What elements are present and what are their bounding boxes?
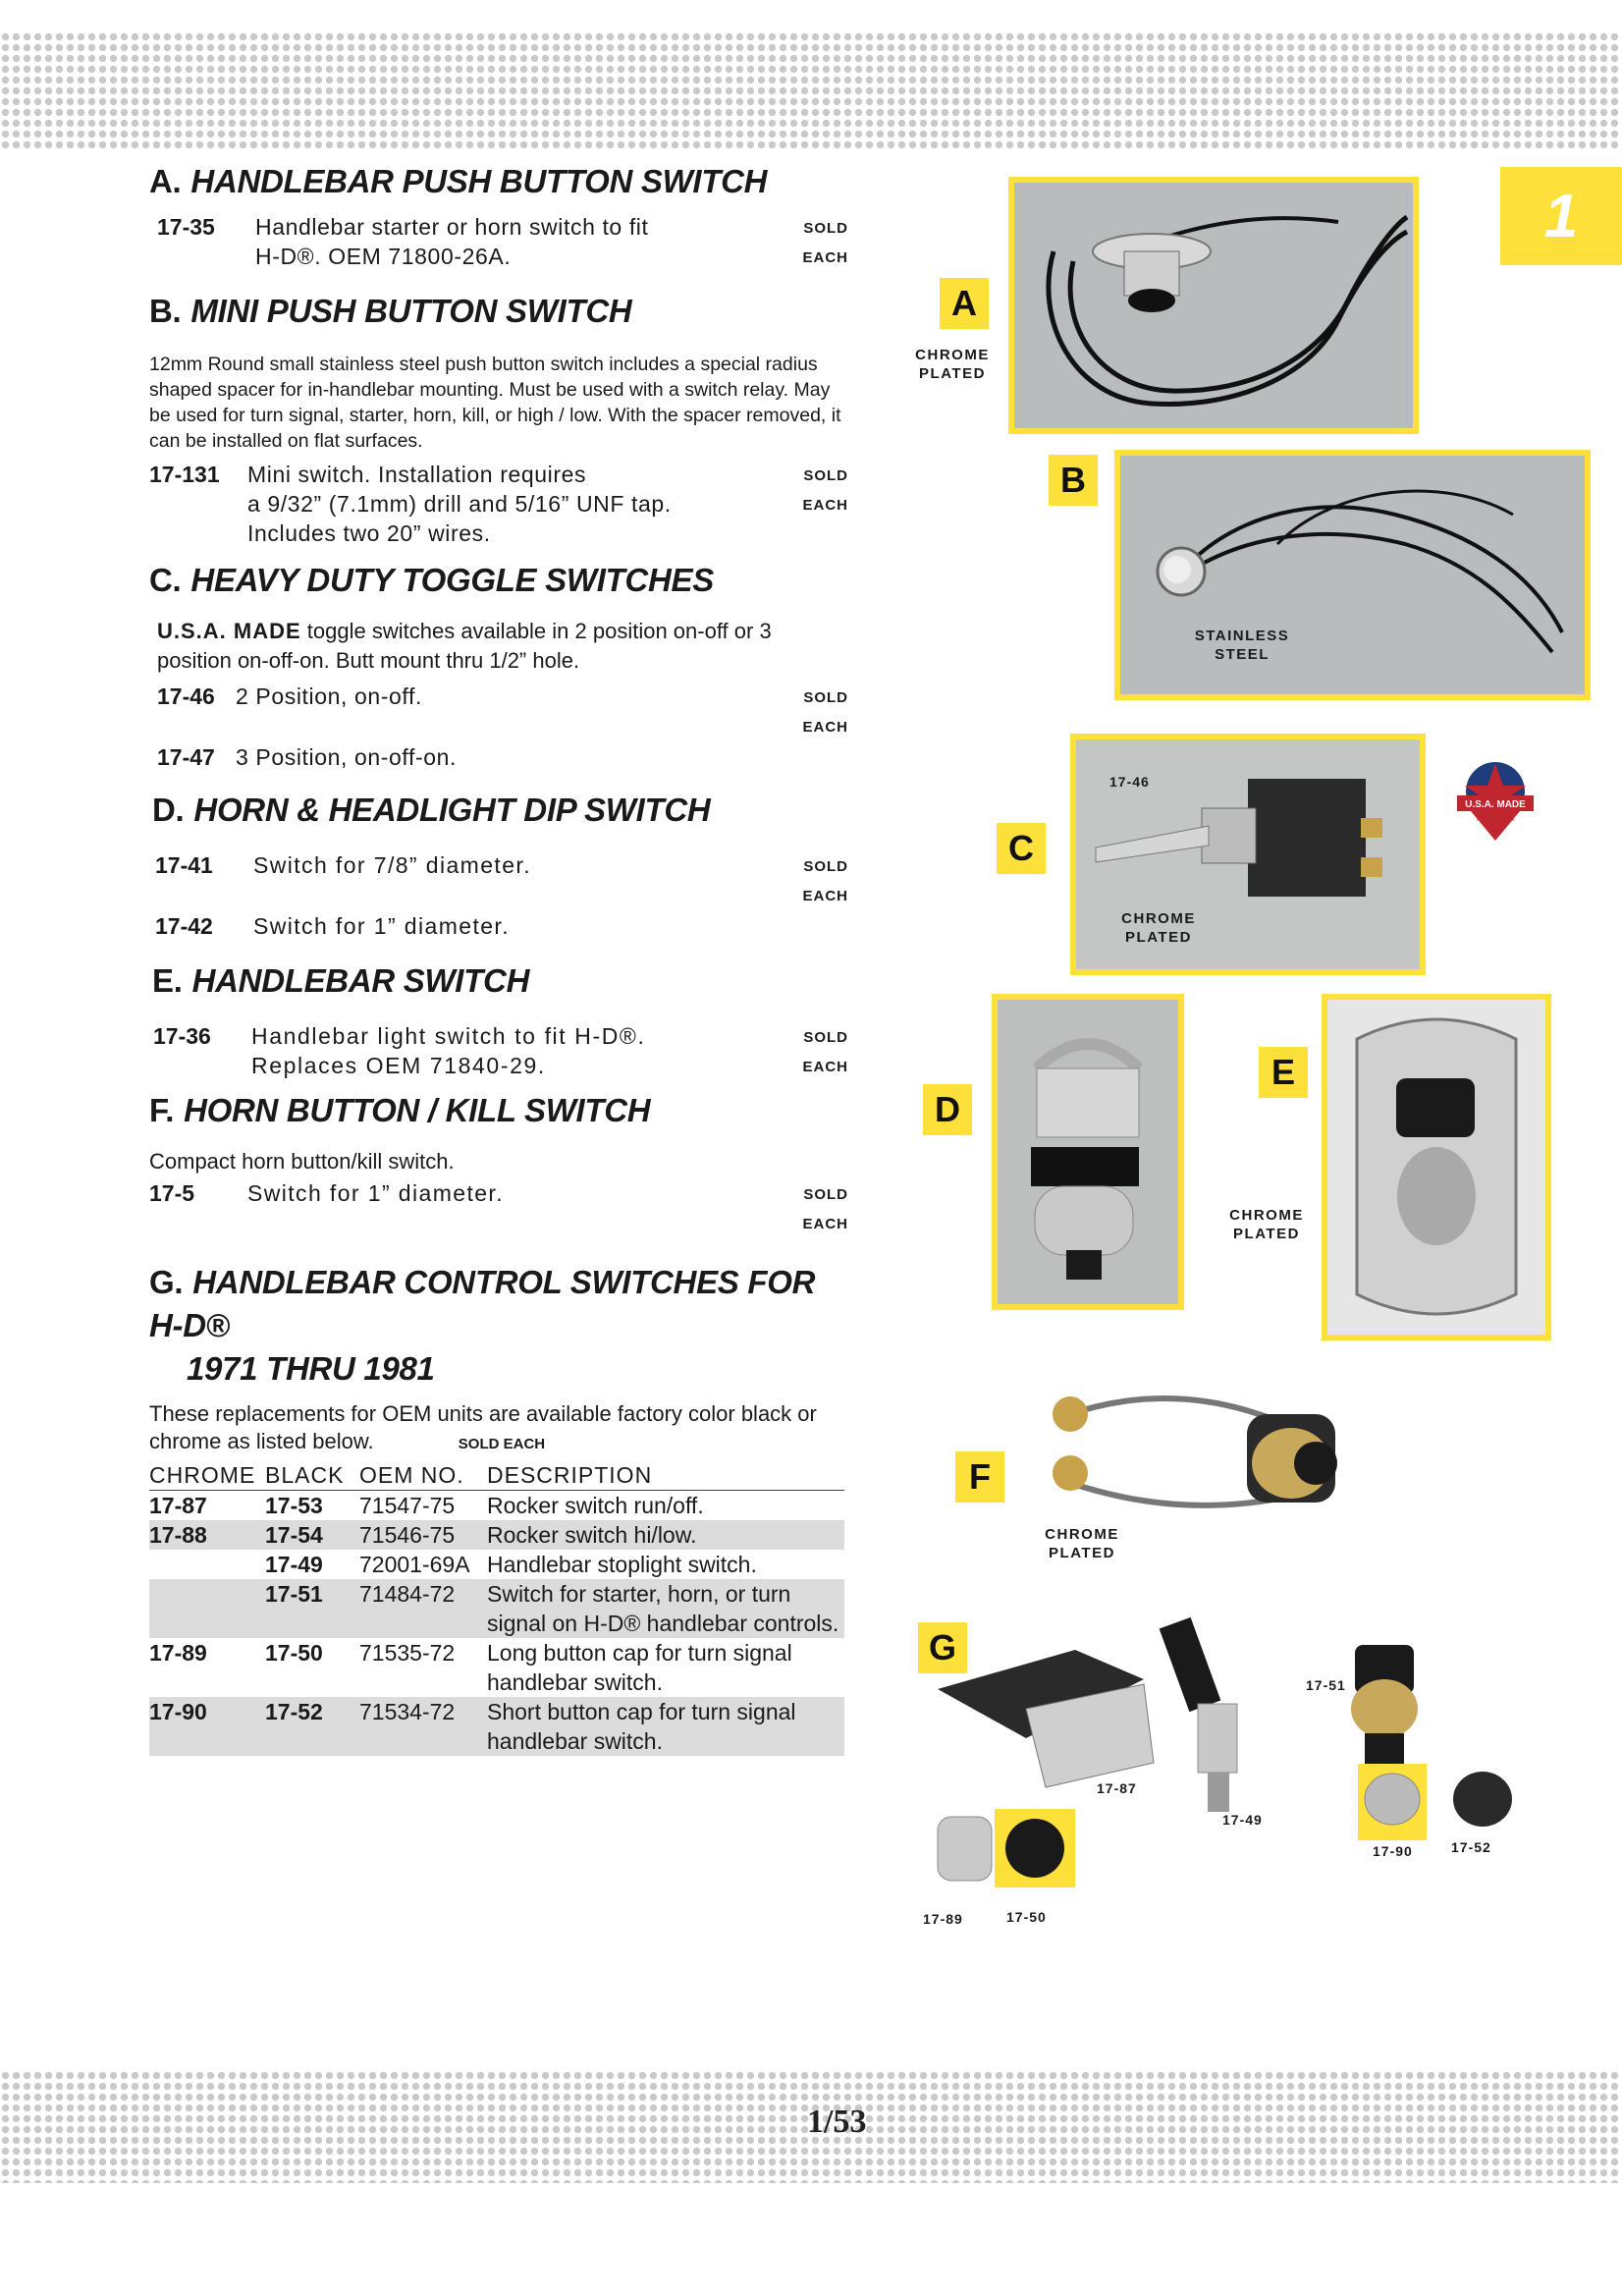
chapter-number: 1 (1543, 182, 1579, 250)
photo-b-mini-push-button (1114, 450, 1591, 700)
usa-made-badge (1451, 756, 1540, 845)
photo-b-caption: STAINLESS STEEL (1194, 628, 1290, 663)
table-header-row: CHROME BLACK OEM NO. DESCRIPTION (149, 1460, 844, 1491)
usa-star-badge-icon (1451, 756, 1540, 845)
section-e-heading: E. HANDLEBAR SWITCH (152, 962, 530, 999)
photo-e-letter: E (1259, 1047, 1308, 1098)
control-switch-table (149, 1460, 844, 1756)
page-number: 1/53 (807, 2104, 867, 2140)
photo-g-control-switches (928, 1591, 1537, 1915)
photo-d-dip-switch (992, 994, 1184, 1310)
section-a-heading: A. HANDLEBAR PUSH BUTTON SWITCH (149, 163, 768, 199)
g-label-17-49: 17-49 (1222, 1812, 1263, 1828)
section-g-intro: These replacements for OEM units are available factory color black or chrome as listed below. SOLD EACH (149, 1401, 817, 1453)
table-row: 17-89 17-50 71535-72 Long button cap for turn signal handlebar switch. (149, 1640, 792, 1695)
product-text-column (149, 157, 848, 1756)
section-c-intro: U.S.A. MADE toggle switches available in 2 position on-off or 3 position on-off-on. Butt mount thru 1/2” hole. (157, 619, 772, 673)
table-row: 17-87 17-53 71547-75 Rocker switch run/off. (149, 1493, 704, 1518)
table-row: 17-51 71484-72 Switch for starter, horn, or turn signal on H-D® handlebar controls. (149, 1579, 844, 1638)
section-f-intro: Compact horn button/kill switch. (149, 1149, 455, 1174)
photo-e-caption: CHROME PLATED (1229, 1207, 1304, 1242)
photo-c-caption: CHROME PLATED (1121, 910, 1196, 946)
g-label-17-90: 17-90 (1373, 1843, 1413, 1859)
photo-e-handlebar-switch (1322, 994, 1551, 1340)
photo-c-letter: C (997, 823, 1046, 874)
chapter-tab (1500, 167, 1622, 265)
product-row-17-42: 17-42 Switch for 1” diameter. (155, 913, 511, 939)
photo-a-letter: A (940, 278, 989, 329)
g-label-17-52: 17-52 (1451, 1839, 1491, 1855)
section-d-heading: D. HORN & HEADLIGHT DIP SWITCH (152, 792, 711, 828)
g-label-17-87: 17-87 (1097, 1780, 1137, 1796)
product-row-17-36: 17-36 Handlebar light switch to fit H-D®. Replaces OEM 71840-29. SOLD EACH (153, 1023, 848, 1078)
product-row-17-47: 17-47 3 Position, on-off-on. (157, 744, 458, 770)
photo-g-letter: G (918, 1622, 967, 1673)
product-row-17-46: 17-46 2 Position, on-off. SOLD EACH (157, 683, 848, 736)
table-row: 17-90 17-52 71534-72 Short button cap for turn signal handlebar switch. (149, 1697, 844, 1756)
photo-a-caption: CHROME PLATED (915, 347, 990, 382)
product-row-17-35: 17-35 Handlebar starter or horn switch to fit H-D®. OEM 71800-26A. SOLD EACH (157, 214, 848, 269)
usa-made-badge-text: U.S.A. MADE (1465, 799, 1526, 810)
section-b-heading: B. MINI PUSH BUTTON SWITCH (149, 293, 632, 329)
product-row-17-131: 17-131 Mini switch. Installation requires a 9/32” (7.1mm) drill and 5/16” UNF tap. Includes two 20” wires. SOLD EACH (149, 462, 848, 546)
section-c-heading: C. HEAVY DUTY TOGGLE SWITCHES (149, 562, 714, 598)
section-f-heading: F. HORN BUTTON / KILL SWITCH (149, 1092, 651, 1128)
handlebar-switch-icon (1327, 1000, 1545, 1335)
control-switch-parts-icon (928, 1591, 1537, 1915)
table-row: 17-49 72001-69A Handlebar stoplight switch. (265, 1552, 757, 1577)
photo-f-caption: CHROME PLATED (1045, 1526, 1119, 1561)
photo-c-label: 17-46 (1109, 774, 1150, 790)
dip-switch-icon (998, 1000, 1178, 1304)
top-dot-band (0, 31, 1622, 149)
photo-b-letter: B (1049, 455, 1098, 506)
g-label-17-89: 17-89 (923, 1911, 963, 1927)
photo-d-letter: D (923, 1084, 972, 1135)
photo-f-letter: F (955, 1451, 1004, 1503)
g-label-17-50: 17-50 (1006, 1909, 1047, 1925)
table-row: 17-88 17-54 71546-75 Rocker switch hi/low. (149, 1520, 844, 1550)
photo-a-push-button-switch (1008, 177, 1419, 434)
product-row-17-41: 17-41 Switch for 7/8” diameter. SOLD EACH (155, 852, 848, 904)
section-b-intro: 12mm Round small stainless steel push button switch includes a special radius shaped spacer for in-handlebar mounting. Must be used with a switch relay. May be used for turn signal, starter, horn, kill, or high / low. With the spacer removed, it can be installed on flat surfaces. (149, 354, 841, 452)
product-row-17-5: 17-5 Switch for 1” diameter. SOLD EACH (149, 1180, 848, 1232)
section-g-heading: G. HANDLEBAR CONTROL SWITCHES FOR H-D® 1971 THRU 1981 (149, 1264, 816, 1387)
g-label-17-51: 17-51 (1306, 1677, 1346, 1693)
push-button-switch-icon (1014, 183, 1413, 428)
